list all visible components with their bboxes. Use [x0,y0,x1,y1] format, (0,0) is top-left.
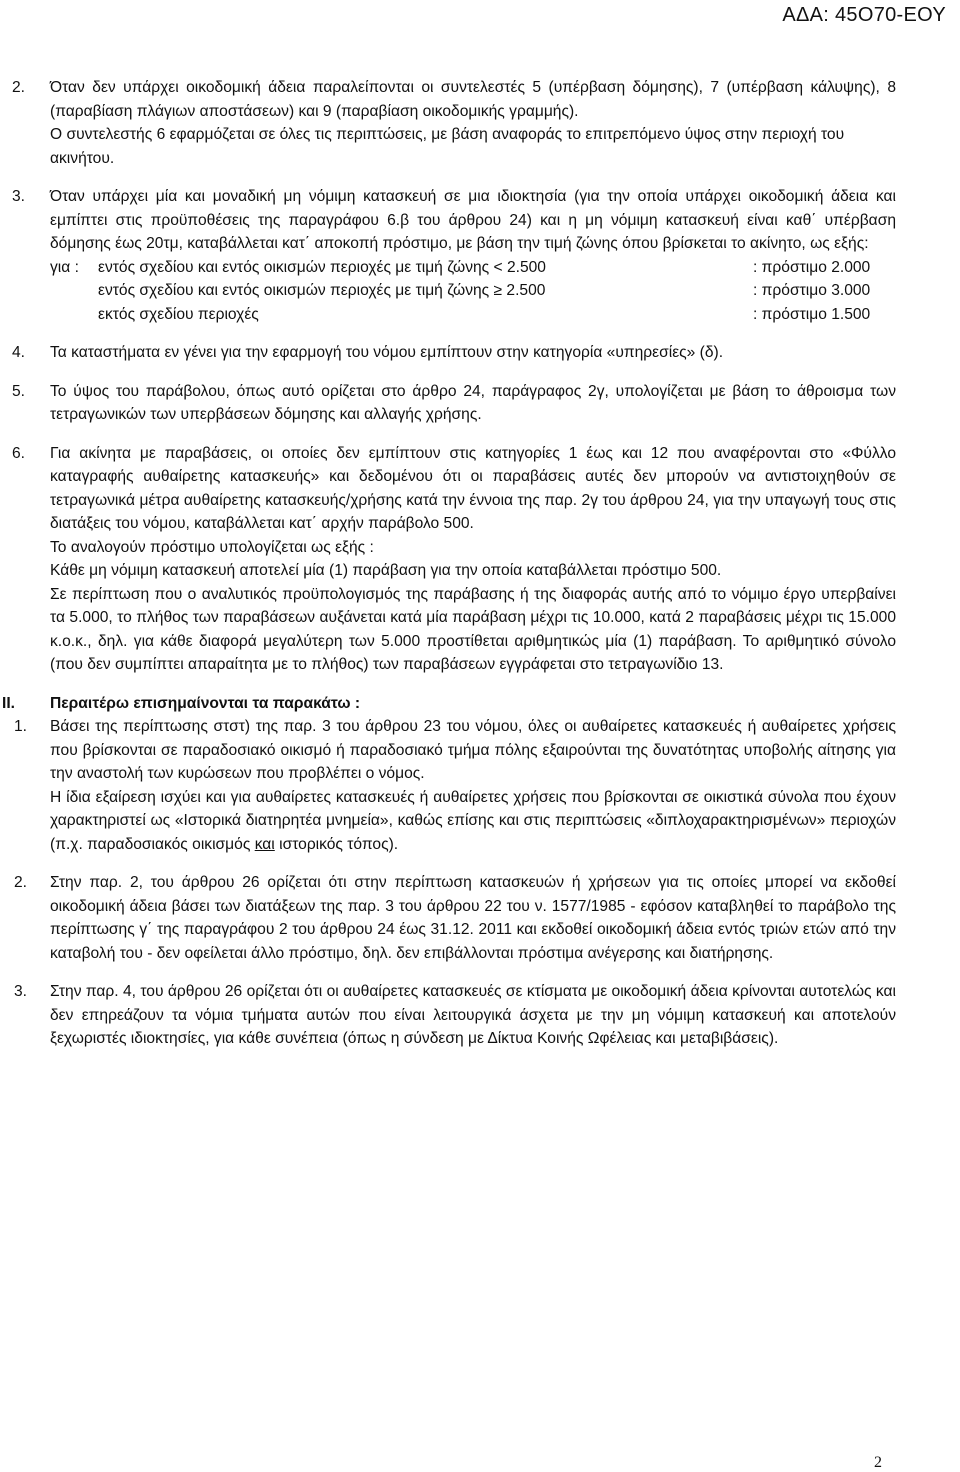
item-number: 4. [12,344,26,361]
list-item [0,442,960,677]
paragraph: Το αναλογούν πρόστιμο υπολογίζεται ως εξής : [50,538,374,556]
table-row [50,256,870,280]
paragraph: Ο συντελεστής 6 εφαρμόζεται σε όλες τις περιπτώσεις, με βάση αναφοράς το επιτρεπόμενο ύψος στην περιοχή του ακινήτου. [50,126,845,167]
item-number: 3. [12,188,26,205]
paragraph: Σε περίπτωση που ο αναλυτικός προϋπολογισμός της παράβασης ή της διαφοράς αυτής από το νόμιμο έργο υπερβαίνει τα 5.000, το πλήθος των παραβάσεων αυξάνεται κατά μία παράβαση μέχρι τις 10.000, κατά 2 παραβάσεις μέχρι τις 15.000 κ.ο.κ., δηλ. για κάθε διαφορά μεγαλύτερη των 5.000 προστίθεται αριθμητικώς μία (1) παράβαση. Το αριθμητικό σύνολο (που δεν συμπίπτει απαραίτητα με το πλήθος) των παραβάσεων εγγράφεται στο τετραγωνίδιο 13. [50,585,896,673]
list-item [0,715,960,856]
list-item [0,76,960,170]
paragraph: Όταν υπάρχει μία και μοναδική μη νόμιμη κατασκευή σε μια ιδιοκτησία (για την οποία υπάρχει οικοδομική άδεια και εμπίπτει στις προϋποθέσεις της παραγράφου 6.β του άρθρου 24) και η μη νόμιμη κατασκευή είναι καθ΄ υπέρβαση δόμησης έως 20τμ, καταβάλλεται κατ΄ αποκοπή πρόστιμο, με βάση την τιμή ζώνης όπου βρίσκεται το ακίνητο, ως εξής: [50,188,896,252]
paragraph [50,786,896,857]
table-cell: : πρόστιμο 3.000 [753,282,871,299]
text-run: Η ίδια εξαίρεση ισχύει και για αυθαίρετες κατασκευές ή αυθαίρετες χρήσεις που βρίσκονται σε οικιστικά σύνολα που έχουν χαρακτηριστεί ως «Ιστορικά διατηρητέα μνημεία», καθώς επίσης και στις περιπτώσεις «διπλοχαρακτηρισμένων» περιοχών (π.χ. παραδοσιακός οικισμός [50,788,896,853]
section-heading: Περαιτέρω επισημαίνονται τα παρακάτω : [50,694,361,712]
section-heading-row [0,692,960,716]
item-number: 2. [14,874,28,891]
underlined-text: και [254,835,275,853]
section-number: ΙΙ. [2,694,15,712]
list-item [0,380,960,427]
item-number: 2. [12,79,26,96]
paragraph: Στην παρ. 2, του άρθρου 26 ορίζεται ότι στην περίπτωση κατασκευών ή χρήσεων για τις οποίες μπορεί να εκδοθεί οικοδομική άδεια βάσει των διατάξεων της παρ. 3 του άρθρου 22 του ν. 1577/1985 - εφόσον καταβληθεί το παράβολο της περίπτωσης γ΄ της παραγράφου 2 του άρθρου 24 έως 31.12. 2011 και εκδοθεί οικοδομική άδεια εντός τριών ετών από την καταβολή του - δεν οφείλεται άλλο πρόστιμο, δηλ. δεν επιβάλλονται πρόστιμα ανέγερσης και διατήρησης. [50,874,896,962]
table-row [50,303,870,327]
page-number: 2 [874,1454,882,1471]
table-cell: εντός σχεδίου και εντός οικισμών περιοχές με τιμή ζώνης < 2.500 [98,258,546,276]
item-number: 6. [12,444,26,462]
table-cell: : πρόστιμο 2.000 [753,258,871,276]
table-cell: : πρόστιμο 1.500 [753,305,871,323]
paragraph: Βάσει της περίπτωσης στστ) της παρ. 3 του άρθρου 23 του νόμου, όλες οι αυθαίρετες κατασκευές ή αυθαίρετες χρήσεις που βρίσκονται σε παραδοσιακό οικισμό ή παραδοσιακό τμήμα πόλης εξαιρούνται της δυνατότητας υποβολής αίτησης για την αναστολή των κυρώσεων που προβλέπει ο νόμος. [50,718,896,782]
paragraph: Τα καταστήματα εν γένει για την εφαρμογή του νόμου εμπίπτουν στην κατηγορία «υπηρεσίες» (δ). [50,344,724,361]
list-item [0,341,960,365]
paragraph: Στην παρ. 4, του άρθρου 26 ορίζεται ότι οι αυθαίρετες κατασκευές σε κτίσματα με οικοδομική άδεια κρίνονται αυτοτελώς και δεν επηρεάζουν τα νόμια τμήματα αυτών που είναι λειτουργικά άσχετα με την μη νόμιμη κατασκευή και αποτελούν ξεχωριστές ιδιοκτησίες, για κάθε συνέπεια (όπως η σύνδεση με Δίκτυα Κοινής Ωφέλειας και μεταβιβάσεις). [50,983,896,1047]
text-run: ιστορικός τόπος). [274,835,399,853]
item-number: 3. [14,983,28,1000]
table-cell [50,279,98,303]
document-body [0,76,960,1066]
list-item [0,185,960,326]
paragraph: Το ύψος του παράβολου, όπως αυτό ορίζεται στο άρθρο 24, παράγραφος 2γ, υπολογίζεται με βάση το άθροισμα των τετραγωνικών των υπερβάσεων δόμησης και αλλαγής χρήσης. [50,382,896,423]
table-cell: εντός σχεδίου και εντός οικισμών περιοχές με τιμή ζώνης ≥ 2.500 [98,282,546,299]
table-cell: εκτός σχεδίου περιοχές [98,305,259,323]
list-item [0,871,960,965]
table-row [50,279,870,303]
list-item [0,980,960,1051]
paragraph: Κάθε μη νόμιμη κατασκευή αποτελεί μία (1) παράβαση για την οποία καταβάλλεται πρόστιμο 500. [50,562,722,579]
paragraph: Όταν δεν υπάρχει οικοδομική άδεια παραλείπονται οι συντελεστές 5 (υπέρβαση δόμησης), 7 (υπέρβαση κάλυψης), 8 (παραβίαση πλάγιων αποστάσεων) και 9 (παραβίαση οικοδομικής γραμμής). [50,79,896,120]
item-number: 5. [12,382,26,400]
table-cell [50,303,98,327]
paragraph: Για ακίνητα με παραβάσεις, οι οποίες δεν εμπίπτουν στις κατηγορίες 1 έως και 12 που αναφέρονται στο «Φύλλο καταγραφής αυθαίρετης κατασκευής» και δεδομένου ότι οι παραβάσεις αυτές δεν μπορούν να αντιστοιχηθούν σε τετραγωνικά μέτρα αυθαίρετης κατασκευής/χρήσης κατά την έννοια της παρ. 2γ του άρθρου 24, για την υπαγωγή τους στις διατάξεις του νόμου, καταβάλλεται κατ΄ αρχήν παράβολο 500. [50,444,896,532]
table-cell: για : [50,258,79,276]
ada-code: ΑΔΑ: 45Ο70-ΕΟΥ [782,4,946,26]
item-number: 1. [14,718,28,735]
fines-table [50,256,870,327]
